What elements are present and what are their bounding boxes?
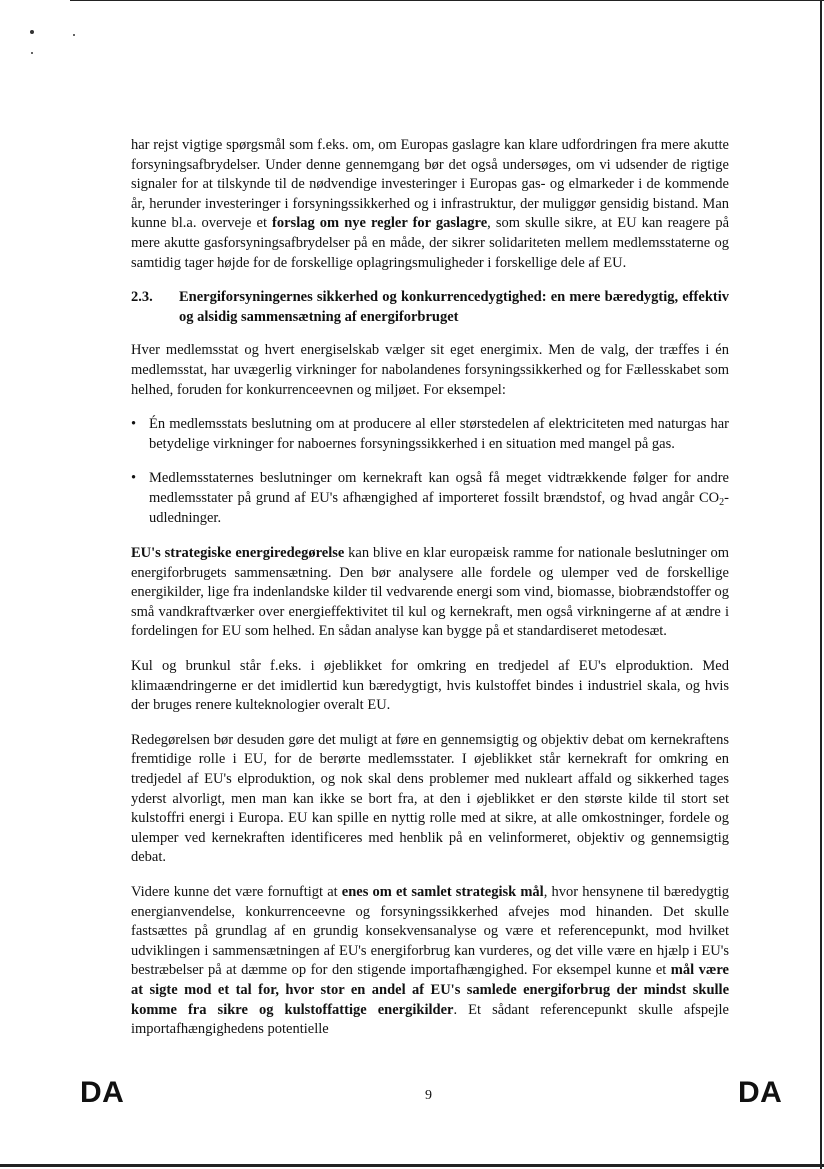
document-body (131, 136, 729, 1055)
footer-language-right: DA (738, 1076, 783, 1109)
scan-border-right (820, 0, 822, 1169)
intro-text-cont: , som skulle sikre, at EU kan reagere på mere akutte gasforsyningsafbrydelser på en måde, der sikrer solidariteten mellem medlemsstaterne og samtidig tager højde for de forskellige oplagringsmuligheder i forskellige dele af EU. (131, 215, 730, 271)
paragraph-nuclear: Redegørelsen bør desuden gøre det muligt at føre en gennemsigtig og objektiv debat om kernekraftens fremtidige rolle i EU, for de berørte medlemsstater. I øjeblikket står kernekraft for omkring en tredjedel af EU's elproduktion, og nok skal dens problemer med nukleart affald og sikkerhed tages yderst alvorligt, men man kan ikke se bort fra, at den i øjeblikket er den største kilde til stort set kulstoffri energi i Europa. EU kan spille en nyttig rolle med at sikre, at alle omkostninger, fordele og ulemper ved kernekraften identificeres med henblik på en velinformeret, objektiv og gennemsigtig debat. (131, 731, 729, 866)
bullet-item (131, 415, 729, 454)
bullet-marker: • (131, 416, 137, 433)
bullet-text-cont: -udledninger. (149, 489, 729, 526)
paragraph-coal: Kul og brunkul står f.eks. i øjeblikket for omkring en tredjedel af EU's elproduktion. Med klimaændringerne er det imidlertid kun bæredygtigt, hvis kulstoffet bindes i industriel skala, og hvis der bruges renere kulteknologier overalt EU. (131, 658, 729, 714)
goal-text-end: . Et sådant referencepunkt skulle afspejle importafhængighedens potentielle (131, 1001, 729, 1038)
strategic-bold-text: EU's strategiske energiredegørelse (131, 545, 345, 562)
goal-bold-text-2: mål være at sigte mod et tal for, hvor stor en andel af EU's samlede energiforbrug der mindst skulle komme fra sikre og kulstoffattige energikilder (131, 962, 729, 1018)
paragraph-strategic-goal (131, 883, 729, 1040)
page-number: 9 (425, 1088, 432, 1103)
bullet-list (131, 415, 729, 528)
bullet-item (131, 469, 729, 528)
intro-bold-text: forslag om nye regler for gaslagre (272, 215, 488, 232)
scan-border-bottom (0, 1164, 824, 1167)
section-number: 2.3. (131, 289, 153, 306)
scan-border-top (70, 0, 824, 1)
footer-language-left: DA (80, 1076, 125, 1109)
bullet-text: Én medlemsstats beslutning om at producere al eller størstedelen af elektriciteten med naturgas har betydelige virkninger for naboernes forsyningssikkerhed i en situation med mangel på gas. (149, 416, 729, 452)
goal-text-cont: , hvor hensynene til bæredygtig energianvendelse, konkurrenceevne og forsyningssikkerhed afvejes mod hinanden. Det skulle fastsættes på grundlag af en grundig konsekvensanalyse og være et referencepunkt, mod hvilket udviklingen i sammensætningen af EU's energiforbrug kan vurderes, og det ville være en hjælp i EU's bestræbelser på at dæmme op for den stigende importafhængighed. For eksempel kunne et (131, 884, 729, 979)
section-title: Energiforsyningernes sikkerhed og konkurrencedygtighed: en mere bæredygtig, effektiv og alsidig sammensætning af energiforbruget (179, 289, 729, 325)
intro-text: har rejst vigtige spørgsmål som f.eks. om, om Europas gaslagre kan klare udfordringen fra mere akutte forsyningsafbrydelser. Under denne gennemgang bør det også undersøges, om vi udsender de rigtige signaler for at tilskynde til de nødvendige investeringer i Europas gas- og elmarkeder i de kommende år, herunder investeringer i forsyningssikkerhed og i infrastruktur, der muliggør gensidig bistand. Man kunne bl.a. overveje et (131, 137, 729, 232)
scan-speck (73, 34, 75, 36)
scan-speck (30, 30, 34, 34)
paragraph-energy-mix: Hver medlemsstat og hvert energiselskab vælger sit eget energimix. Men de valg, der træffes i én medlemsstat, har uvægerlig virkninger for nabolandenes forsyningssikkerhed og for Fællesskabet som helhed, foruden for konkurrenceevnen og miljøet. For eksempel: (131, 342, 729, 398)
paragraph-strategic-review (131, 544, 729, 642)
goal-text: Videre kunne det være fornuftigt at (131, 884, 342, 900)
strategic-text: kan blive en klar europæisk ramme for nationale beslutninger om energiforbrugets sammensætning. Den bør analysere alle fordele og ulemper ved de forskellige energikilder, lige fra indenlandske kilder til vedvarende energi som vind, biomasse, biobrændstoffer og små vandkraftværker over energieffektivitet til kul og kernekraft, men også virkningerne af at ændre i fordelingen for EU som helhed. En sådan analyse kan bygge på et standardiseret metodesæt. (131, 545, 730, 640)
intro-paragraph (131, 136, 729, 273)
section-heading (131, 288, 729, 327)
scan-speck (31, 52, 33, 54)
subscript: 2 (719, 496, 725, 508)
goal-bold-text: enes om et samlet strategisk mål (341, 884, 544, 900)
bullet-text: Medlemsstaternes beslutninger om kernekraft kan også få meget vidtrækkende følger for andre medlemsstater på grund af EU's afhængighed af importeret fossilt brændstof, og hvad angår CO (149, 470, 729, 506)
bullet-marker: • (131, 470, 137, 487)
